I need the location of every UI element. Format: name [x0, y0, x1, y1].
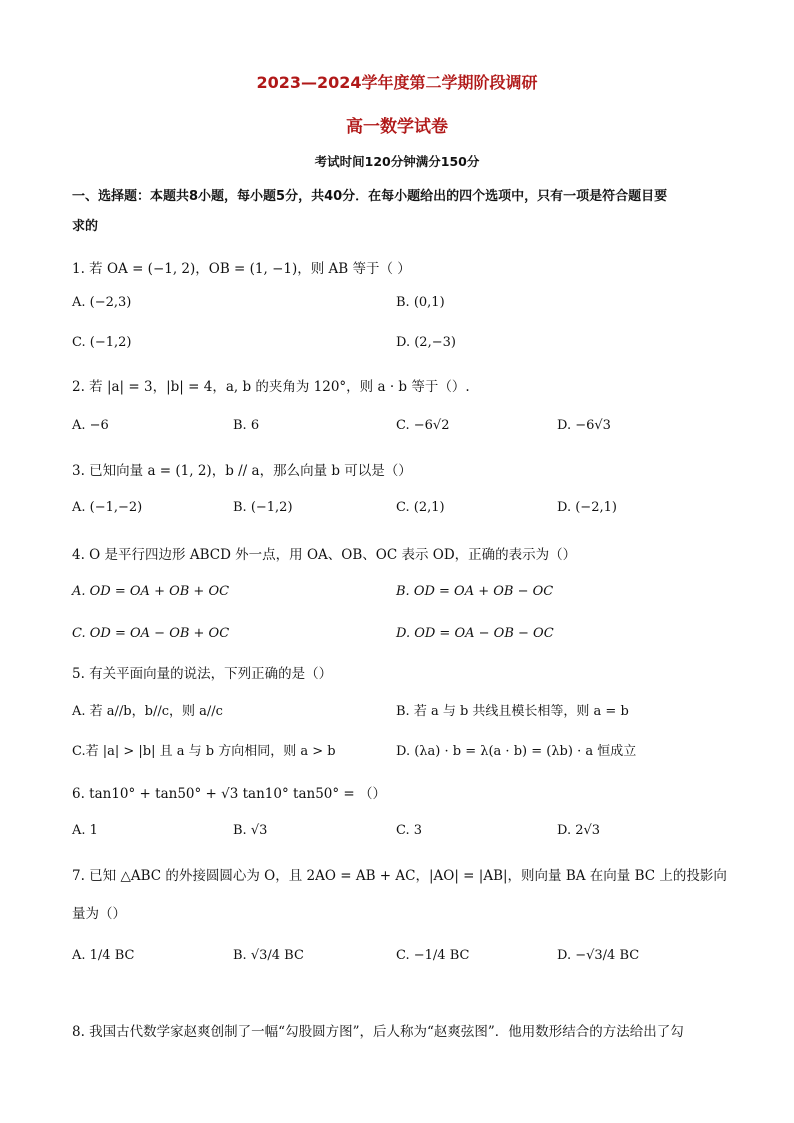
question-7-option-a: A. 1/4 BC [72, 948, 135, 963]
question-6-option-d: D. 2√3 [557, 823, 601, 838]
question-1-stem: 1. 若 OA = (−1, 2)，OB = (1, −1)，则 AB 等于（ ） [72, 261, 411, 277]
question-6-option-c: C. 3 [396, 823, 423, 838]
exam-title: 2023—2024学年度第二学期阶段调研 [256, 73, 538, 92]
question-3-option-d: D. (−2,1) [557, 500, 617, 515]
section-heading-line2: 求的 [72, 219, 99, 234]
section-heading-line1: 一、选择题：本题共8小题，每小题5分，共40分．在每小题给出的四个选项中，只有一项是符合题目要 [72, 189, 668, 204]
question-4-option-c: C. OD = OA − OB + OC [72, 626, 230, 641]
question-2-option-d: D. −6√3 [557, 418, 611, 433]
question-5-option-b: B. 若 a 与 b 共线且模长相等，则 a = b [396, 704, 629, 719]
question-1-option-b: B. (0,1) [396, 295, 445, 310]
question-7-option-b: B. √3/4 BC [233, 948, 304, 963]
question-4-option-d: D. OD = OA − OB − OC [396, 626, 554, 641]
question-3-stem: 3. 已知向量 a = (1, 2)，b // a，那么向量 b 可以是（） [72, 463, 412, 479]
exam-info: 考试时间120分钟满分150分 [314, 154, 480, 169]
question-6-stem: 6. tan10° + tan50° + √3 tan10° tan50° = （） [72, 786, 387, 802]
question-3-option-b: B. (−1,2) [233, 500, 293, 515]
question-5-option-a: A. 若 a//b，b//c，则 a//c [72, 704, 223, 719]
question-4-option-a: A. OD = OA + OB + OC [72, 584, 230, 599]
exam-subtitle: 高一数学试卷 [346, 117, 448, 137]
question-2-option-c: C. −6√2 [396, 418, 450, 433]
question-8-stem: 8. 我国古代数学家赵爽创制了一幅“勾股圆方图”，后人称为“赵爽弦图”．他用数形结合的方法给出了勾 [72, 1024, 684, 1040]
question-5-stem: 5. 有关平面向量的说法，下列正确的是（） [72, 666, 333, 682]
question-1-option-d: D. (2,−3) [396, 335, 456, 350]
question-7-stem-continued: 量为（） [72, 906, 126, 922]
question-3-option-a: A. (−1,−2) [72, 500, 143, 515]
question-5-option-c: C.若 |a| > |b| 且 a 与 b 方向相同，则 a > b [72, 744, 336, 759]
question-2-option-a: A. −6 [72, 418, 109, 433]
question-7-option-d: D. −√3/4 BC [557, 948, 640, 963]
question-5-option-d: D. (λa) · b = λ(a · b) = (λb) · a 恒成立 [396, 744, 637, 759]
question-6-option-a: A. 1 [72, 823, 98, 838]
question-1-option-c: C. (−1,2) [72, 335, 132, 350]
question-3-option-c: C. (2,1) [396, 500, 445, 515]
question-7-stem: 7. 已知 △ABC 的外接圆圆心为 O，且 2AO = AB + AC，|AO| = |AB|，则向量 BA 在向量 BC 上的投影向 [72, 868, 727, 884]
question-6-option-b: B. √3 [233, 823, 268, 838]
question-2-option-b: B. 6 [233, 418, 260, 433]
question-1-option-a: A. (−2,3) [72, 295, 132, 310]
question-4-stem: 4. O 是平行四边形 ABCD 外一点，用 OA、OB、OC 表示 OD，正确的表示为（） [72, 547, 577, 563]
question-2-stem: 2. 若 |a| = 3，|b| = 4，a, b 的夹角为 120°，则 a · b 等于（）. [72, 379, 470, 395]
question-7-option-c: C. −1/4 BC [396, 948, 470, 963]
question-4-option-b: B. OD = OA + OB − OC [396, 584, 554, 599]
